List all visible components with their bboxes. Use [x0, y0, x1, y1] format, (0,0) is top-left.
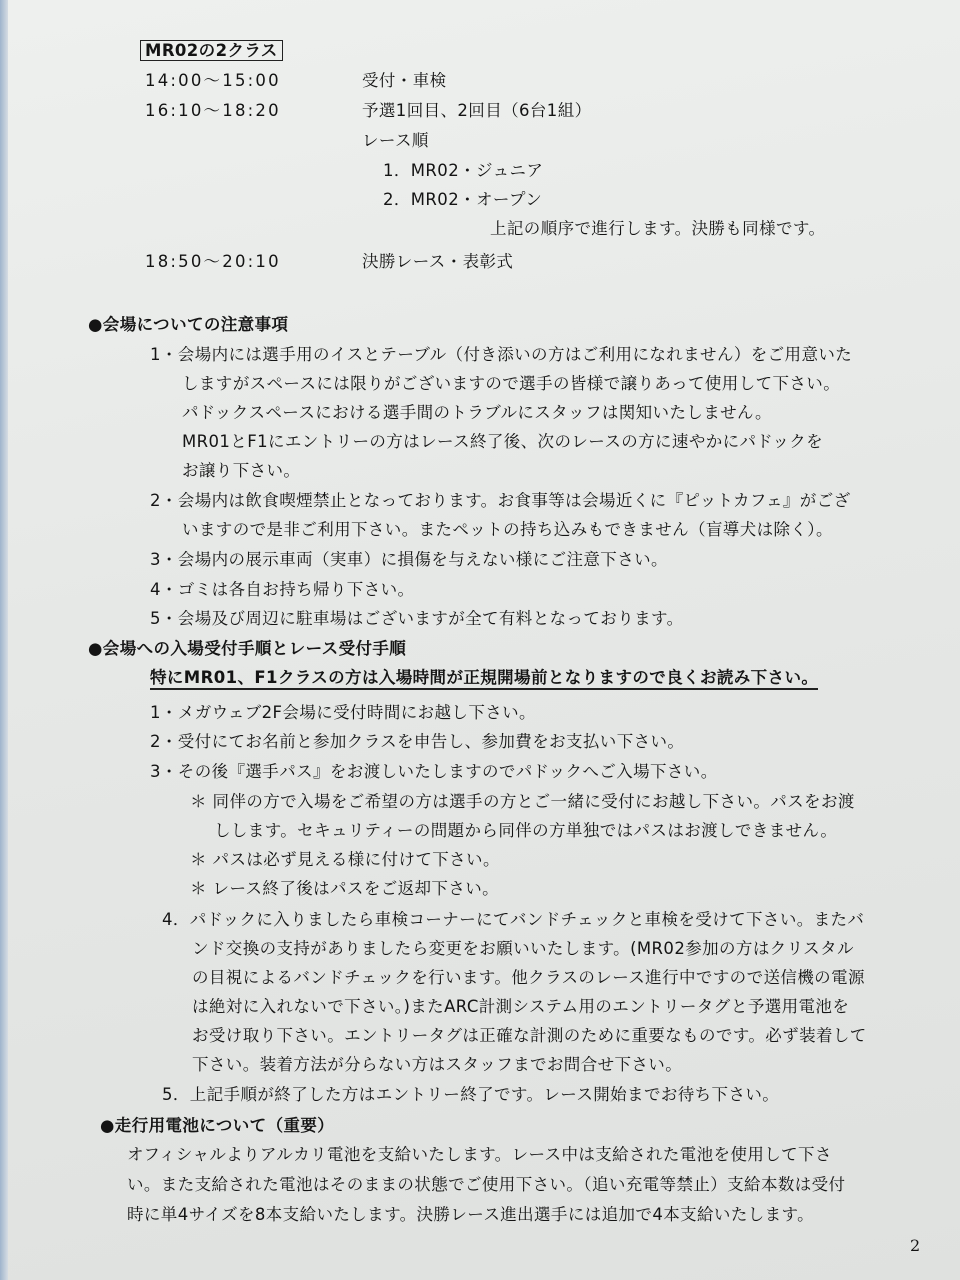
entry-step-4-line-6: 下さい。装着方法が分らない方はスタッフまでお問合せ下さい。 — [192, 1055, 683, 1074]
entry-note-2: ＊ パスは必ず見える様に付けて下さい。 — [190, 850, 500, 869]
entry-step-5: 5．上記手順が終了した方はエントリー終了です。レース開始までお待ち下さい。 — [162, 1085, 780, 1104]
entry-step-1: 1・メガウェブ2F会場に受付時間にお越し下さい。 — [150, 703, 536, 722]
entry-step-4-line-3: の目視によるバンドチェックを行います。他クラスのレース進行中ですので送信機の電源 — [192, 968, 865, 987]
race-order-note: 上記の順序で進行します。決勝も同様です。 — [490, 219, 826, 238]
venue-item-2-line-1: 2・会場内は飲食喫煙禁止となっております。お食事等は会場近くに『ピットカフェ』がござ — [150, 491, 851, 510]
venue-heading: ●会場についての注意事項 — [88, 315, 289, 334]
schedule-desc-3: 決勝レース・表彰式 — [362, 252, 514, 271]
entry-note-1-line-2: しします。セキュリティーの問題から同伴の方単独ではパスはお渡しできません。 — [214, 821, 838, 840]
entry-step-4-line-2: ンド交換の支持がありましたら変更をお願いいたします。(MR02参加の方はクリスタル — [192, 939, 854, 958]
battery-line-1: オフィシャルよりアルカリ電池を支給いたします。レース中は支給された電池を使用して下さ — [127, 1145, 832, 1164]
entry-step-3: 3・その後『選手パス』をお渡しいたしますのでパドックへご入場下さい。 — [150, 762, 718, 781]
schedule-heading: MR02の2クラス — [140, 40, 283, 62]
race-order-item-2: 2．MR02・オープン — [383, 190, 543, 209]
battery-line-3: 時に単4サイズを8本支給いたします。決勝レース進出選手には追加で4本支給いたします。 — [127, 1205, 815, 1224]
venue-item-1-line-2: しますがスペースには限りがございますので選手の皆様で譲りあって使用して下さい。 — [182, 374, 841, 393]
entry-heading: ●会場への入場受付手順とレース受付手順 — [88, 639, 407, 658]
schedule-time-3: 18:50〜20:10 — [145, 252, 281, 271]
venue-item-1-line-5: お譲り下さい。 — [182, 461, 301, 480]
schedule-time-1: 14:00〜15:00 — [145, 71, 281, 90]
entry-step-4-line-5: お受け取り下さい。エントリータグは正確な計測のために重要なものです。必ず装着して — [192, 1026, 867, 1045]
schedule-desc-2: 予選1回目、2回目（6台1組） — [362, 101, 592, 120]
page-edge — [0, 0, 8, 1280]
entry-note-3: ＊ レース終了後はパスをご返却下さい。 — [190, 879, 500, 898]
entry-step-2: 2・受付にてお名前と参加クラスを申告し、参加費をお支払い下さい。 — [150, 732, 685, 751]
venue-item-3: 3・会場内の展示車両（実車）に損傷を与えない様にご注意下さい。 — [150, 550, 668, 569]
race-order-label: レース順 — [362, 131, 429, 150]
venue-item-1-line-3: パドックスペースにおける選手間のトラブルにスタッフは関知いたしません。 — [182, 403, 772, 422]
venue-item-2-line-2: いますので是非ご利用下さい。またペットの持ち込みもできません（盲導犬は除く）。 — [182, 520, 833, 539]
entry-notice: 特にMR01、F1クラスの方は入場時間が正規開場前となりますので良くお読み下さい。 — [150, 667, 818, 689]
venue-item-5: 5・会場及び周辺に駐車場はございますが全て有料となっております。 — [150, 609, 684, 628]
entry-step-4-line-4: は絶対に入れないで下さい。)またARC計測システム用のエントリータグと予選用電池を — [192, 997, 850, 1016]
page-number: 2 — [910, 1236, 921, 1255]
entry-note-1-line-1: ＊ 同伴の方で入場をご希望の方は選手の方とご一緒に受付にお越し下さい。パスをお渡 — [190, 792, 855, 811]
schedule-time-2: 16:10〜18:20 — [145, 101, 281, 120]
entry-step-4-line-1: 4．パドックに入りましたら車検コーナーにてバンドチェックと車検を受けて下さい。またバ — [162, 910, 865, 929]
battery-heading: ●走行用電池について（重要） — [100, 1116, 335, 1135]
venue-item-1-line-1: 1・会場内には選手用のイスとテーブル（付き添いの方はご利用になれません）をご用意いた — [150, 345, 853, 364]
venue-item-1-line-4: MR01とF1にエントリーの方はレース終了後、次のレースの方に速やかにパドックを — [182, 432, 824, 451]
schedule-desc-1: 受付・車検 — [362, 71, 447, 90]
battery-line-2: い。また支給された電池はそのままの状態でご使用下さい。（追い充電等禁止）支給本数は受付 — [127, 1175, 846, 1194]
venue-item-4: 4・ゴミは各自お持ち帰り下さい。 — [150, 580, 415, 599]
race-order-item-1: 1．MR02・ジュニア — [383, 161, 544, 180]
